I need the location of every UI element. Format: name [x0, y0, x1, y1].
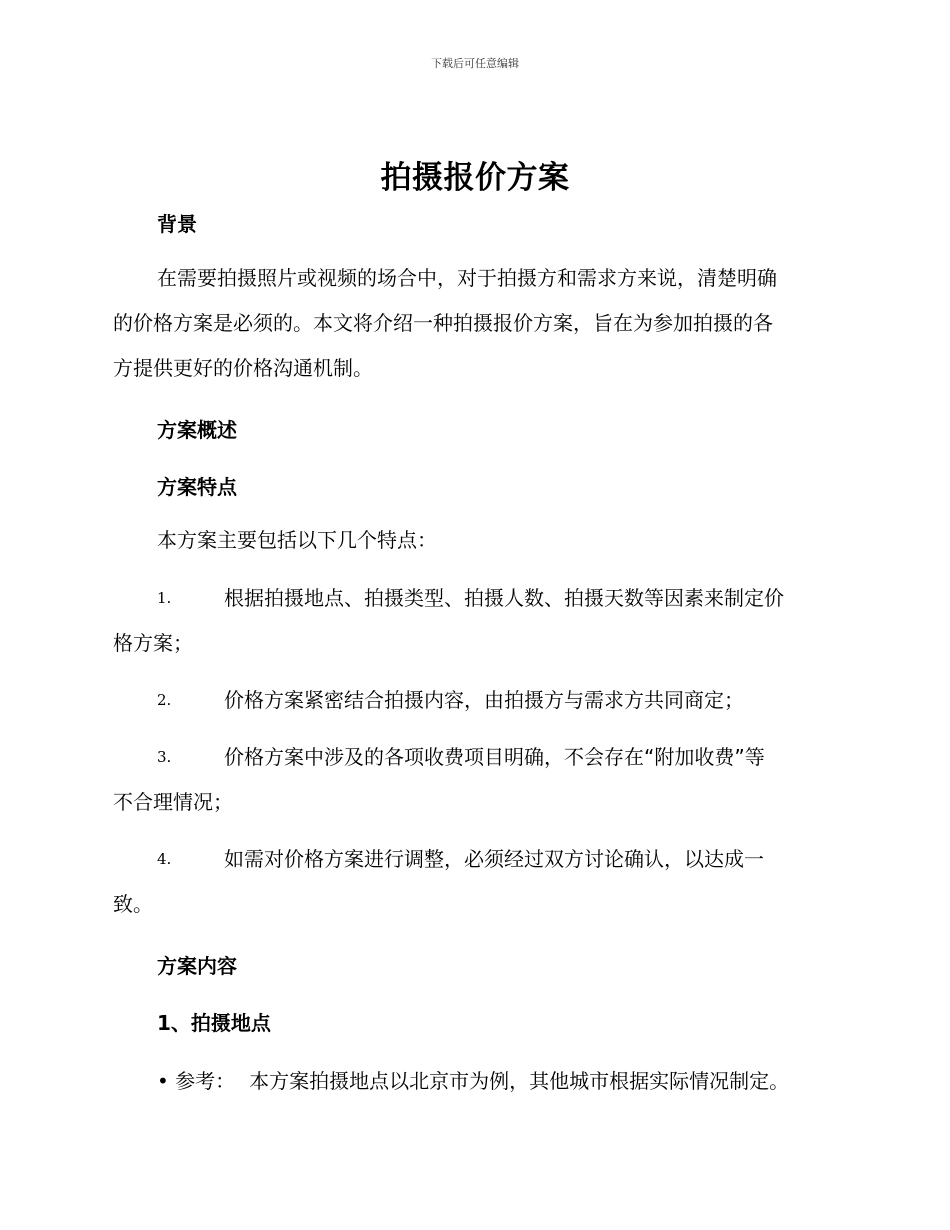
list-item-text: 根据拍摄地点、拍摄类型、拍摄人数、拍摄天数等因素来制定价 — [224, 586, 784, 610]
list-item-text: 如需对价格方案进行调整，必须经过双方讨论确认，以达成一 — [224, 847, 764, 871]
heading-features: 方案特点 — [157, 475, 237, 499]
list-item-continuation: 不合理情况； — [113, 790, 233, 814]
reference-text: 本方案拍摄地点以北京市为例，其他城市根据实际情况制定。 — [249, 1069, 790, 1093]
list-number: 3. — [157, 748, 172, 766]
list-item — [113, 735, 833, 825]
paragraph-line: 在需要拍摄照片或视频的场合中，对于拍摄方和需求方来说，清楚明确 — [157, 266, 777, 290]
heading-content: 方案内容 — [157, 954, 237, 978]
list-item — [113, 576, 833, 666]
heading-location: 1、拍摄地点 — [157, 1011, 271, 1035]
paragraph-line: 的价格方案是必须的。本文将介绍一种拍摄报价方案，旨在为参加拍摄的各 — [113, 311, 773, 335]
paragraph-line: 方提供更好的价格沟通机制。 — [113, 356, 373, 380]
features-intro: 本方案主要包括以下几个特点： — [157, 528, 437, 552]
list-item — [113, 678, 833, 723]
list-number: 2. — [157, 691, 172, 709]
header-note: 下载后可任意编辑 — [431, 57, 519, 70]
list-item — [113, 837, 833, 927]
list-item-text: 价格方案紧密结合拍摄内容，由拍摄方与需求方共同商定； — [224, 688, 744, 712]
document-title: 拍摄报价方案 — [380, 160, 570, 196]
list-number: 1. — [157, 589, 172, 607]
list-item-continuation: 格方案； — [113, 631, 193, 655]
list-item-text: 价格方案中涉及的各项收费项目明确，不会存在“附加收费”等 — [224, 745, 765, 769]
heading-background: 背景 — [157, 212, 197, 236]
reference-line — [157, 1065, 789, 1094]
reference-label: • 参考： — [157, 1069, 236, 1093]
heading-overview: 方案概述 — [157, 418, 237, 442]
list-item-continuation: 致。 — [113, 892, 153, 916]
list-number: 4. — [157, 850, 172, 868]
